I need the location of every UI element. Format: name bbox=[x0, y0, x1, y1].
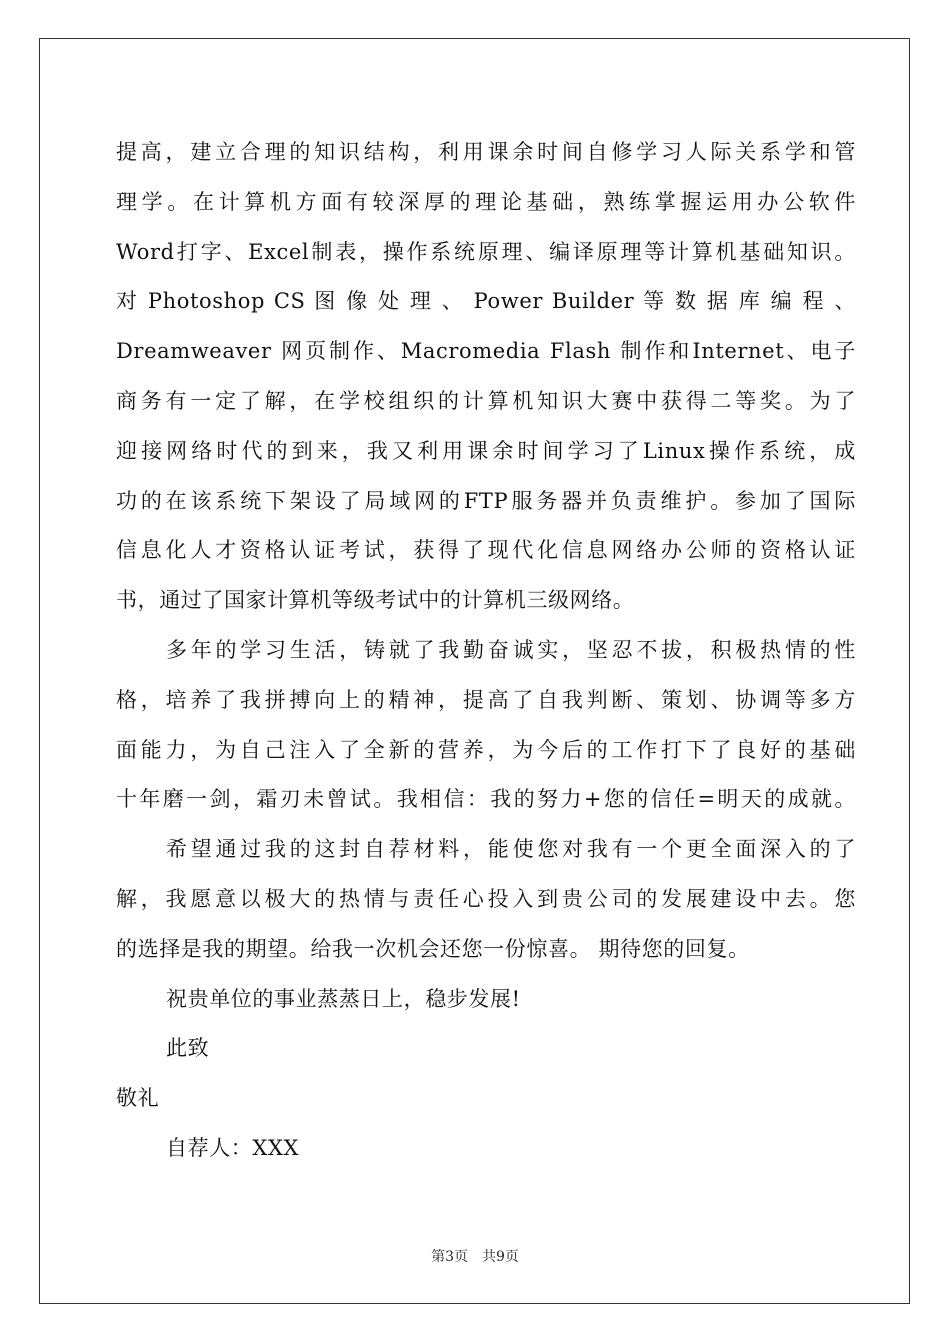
salutation-ci-zhi: 此致 bbox=[166, 1036, 210, 1061]
text-line: 面能力，为自己注入了全新的营养，为今后的工作打下了良好的基础 bbox=[116, 737, 856, 762]
page-number-footer bbox=[0, 1246, 950, 1266]
salutation-jing-li: 敬礼 bbox=[116, 1086, 160, 1111]
text-line: 商务有一定了解，在学校组织的计算机知识大赛中获得二等奖。为了 bbox=[116, 388, 856, 413]
text-line: Word打字、Excel制表，操作系统原理、编译原理等计算机基础知识。 bbox=[116, 239, 856, 264]
text-line: 的选择是我的期望。给我一次机会还您一份惊喜。 期待您的回复。 bbox=[116, 936, 750, 961]
text-line: 格，培养了我拼搏向上的精神，提高了自我判断、策划、协调等多方 bbox=[116, 687, 856, 712]
letter-body bbox=[116, 128, 856, 1174]
text-line: 解，我愿意以极大的热情与责任心投入到贵公司的发展建设中去。您 bbox=[116, 886, 856, 911]
text-line: 理学。在计算机方面有较深厚的理论基础，熟练掌握运用办公软件 bbox=[116, 189, 856, 214]
signature-line: 自荐人：XXX bbox=[166, 1135, 300, 1160]
page-label: 第3页 共9页 bbox=[431, 1249, 519, 1265]
text-line: 迎接网络时代的到来，我又利用课余时间学习了Linux操作系统，成 bbox=[116, 438, 856, 463]
text-line: Dreamweaver 网页制作、Macromedia Flash 制作和Internet、电子 bbox=[116, 339, 856, 364]
text-line: 功的在该系统下架设了局域网的FTP服务器并负责维护。参加了国际 bbox=[116, 488, 856, 513]
text-line: 多年的学习生活，铸就了我勤奋诚实，坚忍不拔，积极热情的性 bbox=[166, 637, 856, 662]
text-line: 提高，建立合理的知识结构，利用课余时间自修学习人际关系学和管 bbox=[116, 140, 856, 164]
text-line: 十年磨一剑，霜刃未曾试。我相信：我的努力+您的信任=明天的成就。 bbox=[116, 787, 856, 812]
text-line: 对 Photoshop CS 图 像 处 理 、 Power Builder 等 数 据 库 编 程 、 bbox=[116, 289, 856, 314]
closing-wish: 祝贵单位的事业蒸蒸日上，稳步发展! bbox=[166, 986, 521, 1011]
text-line: 信息化人才资格认证考试，获得了现代化信息网络办公师的资格认证 bbox=[116, 538, 856, 563]
text-line: 希望通过我的这封自荐材料，能使您对我有一个更全面深入的了 bbox=[166, 837, 856, 862]
text-line: 书，通过了国家计算机等级考试中的计算机三级网络。 bbox=[116, 588, 635, 613]
